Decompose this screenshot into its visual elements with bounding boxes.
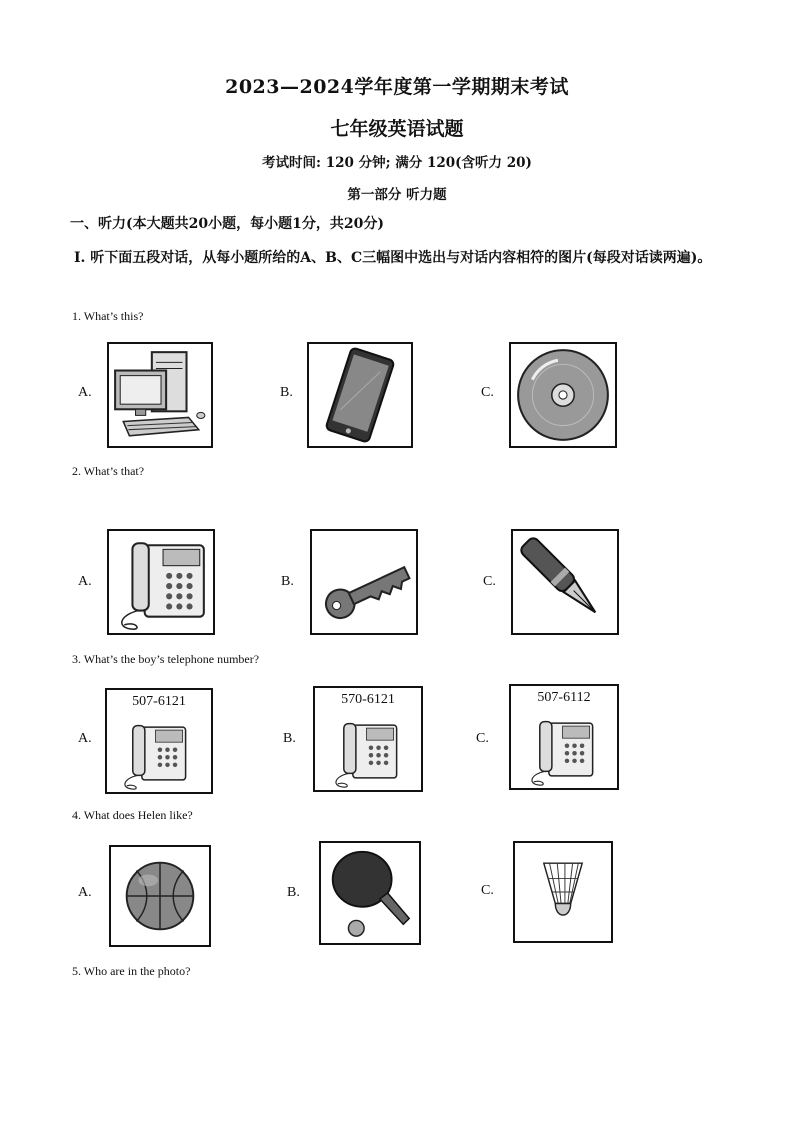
q4-option-a-label: A. xyxy=(78,885,92,900)
question-4-text: 4. What does Helen like? xyxy=(72,808,193,822)
basketball-icon xyxy=(111,847,209,945)
q3-option-c-label: C. xyxy=(476,731,489,746)
q4-option-c-image[interactable] xyxy=(513,841,613,943)
key-icon xyxy=(312,531,416,633)
q3-option-c-image[interactable] xyxy=(509,684,619,790)
telephone-icon xyxy=(107,690,211,792)
exam-info: 考试时间: 120 分钟; 满分 120(含听力 20) xyxy=(262,155,532,171)
exam-title: 2023—2024学年度第一学期期末考试 xyxy=(225,76,569,98)
q1-option-c-image[interactable] xyxy=(509,342,617,448)
q3-option-a-label: A. xyxy=(78,731,92,746)
question-1-text: 1. What’s this? xyxy=(72,309,144,323)
q4-option-a-image[interactable] xyxy=(109,845,211,947)
q1-option-c-label: C. xyxy=(481,385,494,400)
q3-option-a-number: 507-6121 xyxy=(132,694,186,709)
section-instruction: Ⅰ. 听下面五段对话，从每小题所给的A、B、C三幅图中选出与对话内容相符的图片(每段对话读两遍)。 xyxy=(74,250,712,266)
q3-option-b-number: 570-6121 xyxy=(341,692,395,707)
section-heading: 一、听力(本大题共20小题，每小题1分，共20分) xyxy=(70,216,384,232)
tablet-icon xyxy=(309,344,411,446)
q2-option-c-label: C. xyxy=(483,574,496,589)
telephone-icon xyxy=(511,686,617,788)
q3-option-b-image[interactable] xyxy=(313,686,423,792)
part-heading: 第一部分 听力题 xyxy=(347,187,447,203)
q2-option-b-image[interactable] xyxy=(310,529,418,635)
question-2-text: 2. What’s that? xyxy=(72,464,145,478)
ping-pong-paddle-icon xyxy=(321,843,419,943)
question-5-text: 5. Who are in the photo? xyxy=(72,964,191,978)
q3-option-c-number: 507-6112 xyxy=(537,690,591,705)
exam-subtitle: 七年级英语试题 xyxy=(330,118,464,140)
computer-icon xyxy=(109,344,211,446)
q2-option-a-label: A. xyxy=(78,574,92,589)
q2-option-b-label: B. xyxy=(281,574,294,589)
telephone-icon xyxy=(315,688,421,790)
shuttlecock-icon xyxy=(515,843,611,941)
q4-option-c-label: C. xyxy=(481,883,494,898)
question-3-text: 3. What’s the boy’s telephone number? xyxy=(72,652,260,666)
telephone-icon xyxy=(109,531,213,633)
cd-icon xyxy=(511,344,615,446)
q3-option-b-label: B. xyxy=(283,731,296,746)
q1-option-a-image[interactable] xyxy=(107,342,213,448)
q2-option-c-image[interactable] xyxy=(511,529,619,635)
q3-option-a-image[interactable] xyxy=(105,688,213,794)
q2-option-a-image[interactable] xyxy=(107,529,215,635)
q1-option-b-label: B. xyxy=(280,385,293,400)
q4-option-b-image[interactable] xyxy=(319,841,421,945)
q4-option-b-label: B. xyxy=(287,885,300,900)
pen-icon xyxy=(513,531,617,633)
q1-option-a-label: A. xyxy=(78,385,92,400)
q1-option-b-image[interactable] xyxy=(307,342,413,448)
